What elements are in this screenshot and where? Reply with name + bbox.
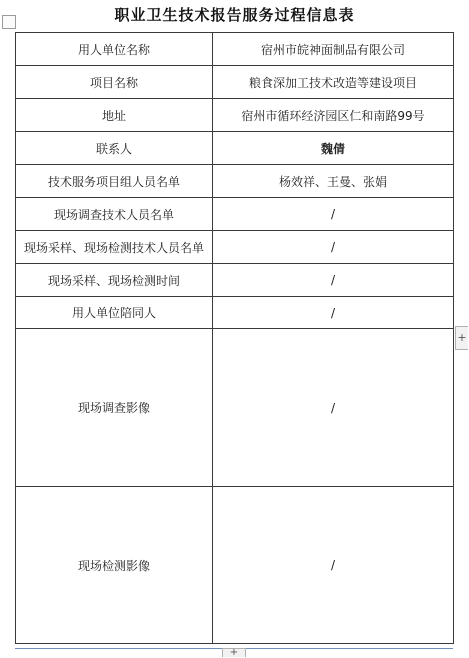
row-value: / [213, 231, 454, 264]
table-row [16, 132, 454, 165]
row-value: 魏倩 [213, 132, 454, 165]
row-label: 联系人 [16, 132, 213, 165]
row-value: 宿州市循环经济园区仁和南路99号 [213, 99, 454, 132]
add-column-plus-icon[interactable]: + [455, 326, 468, 350]
row-label: 用人单位名称 [16, 33, 213, 66]
row-label: 项目名称 [16, 66, 213, 99]
table-row [16, 198, 454, 231]
row-value: / [213, 329, 454, 487]
row-label: 现场调查影像 [16, 329, 213, 487]
info-table [15, 32, 454, 644]
row-label: 现场采样、现场检测技术人员名单 [16, 231, 213, 264]
table-row [16, 33, 454, 66]
table-row [16, 165, 454, 198]
row-value: / [213, 264, 454, 297]
row-label: 现场调查技术人员名单 [16, 198, 213, 231]
row-label: 技术服务项目组人员名单 [16, 165, 213, 198]
row-value: / [213, 198, 454, 231]
row-value: 杨效祥、王曼、张娟 [213, 165, 454, 198]
document-title: 职业卫生技术报告服务过程信息表 [114, 6, 355, 24]
row-label: 现场检测影像 [16, 487, 213, 644]
row-value: / [213, 297, 454, 329]
row-value: 粮食深加工技术改造等建设项目 [213, 66, 454, 99]
row-label: 地址 [16, 99, 213, 132]
row-label: 用人单位陪同人 [16, 297, 213, 329]
table-row [16, 297, 454, 329]
row-label: 现场采样、现场检测时间 [16, 264, 213, 297]
table-row [16, 487, 454, 644]
table-row [16, 264, 454, 297]
row-value: / [213, 487, 454, 644]
table-row [16, 231, 454, 264]
table-row [16, 99, 454, 132]
table-row [16, 66, 454, 99]
table-row [16, 329, 454, 487]
row-value: 宿州市皖神面制品有限公司 [213, 33, 454, 66]
add-row-plus-icon[interactable]: + [222, 648, 246, 657]
